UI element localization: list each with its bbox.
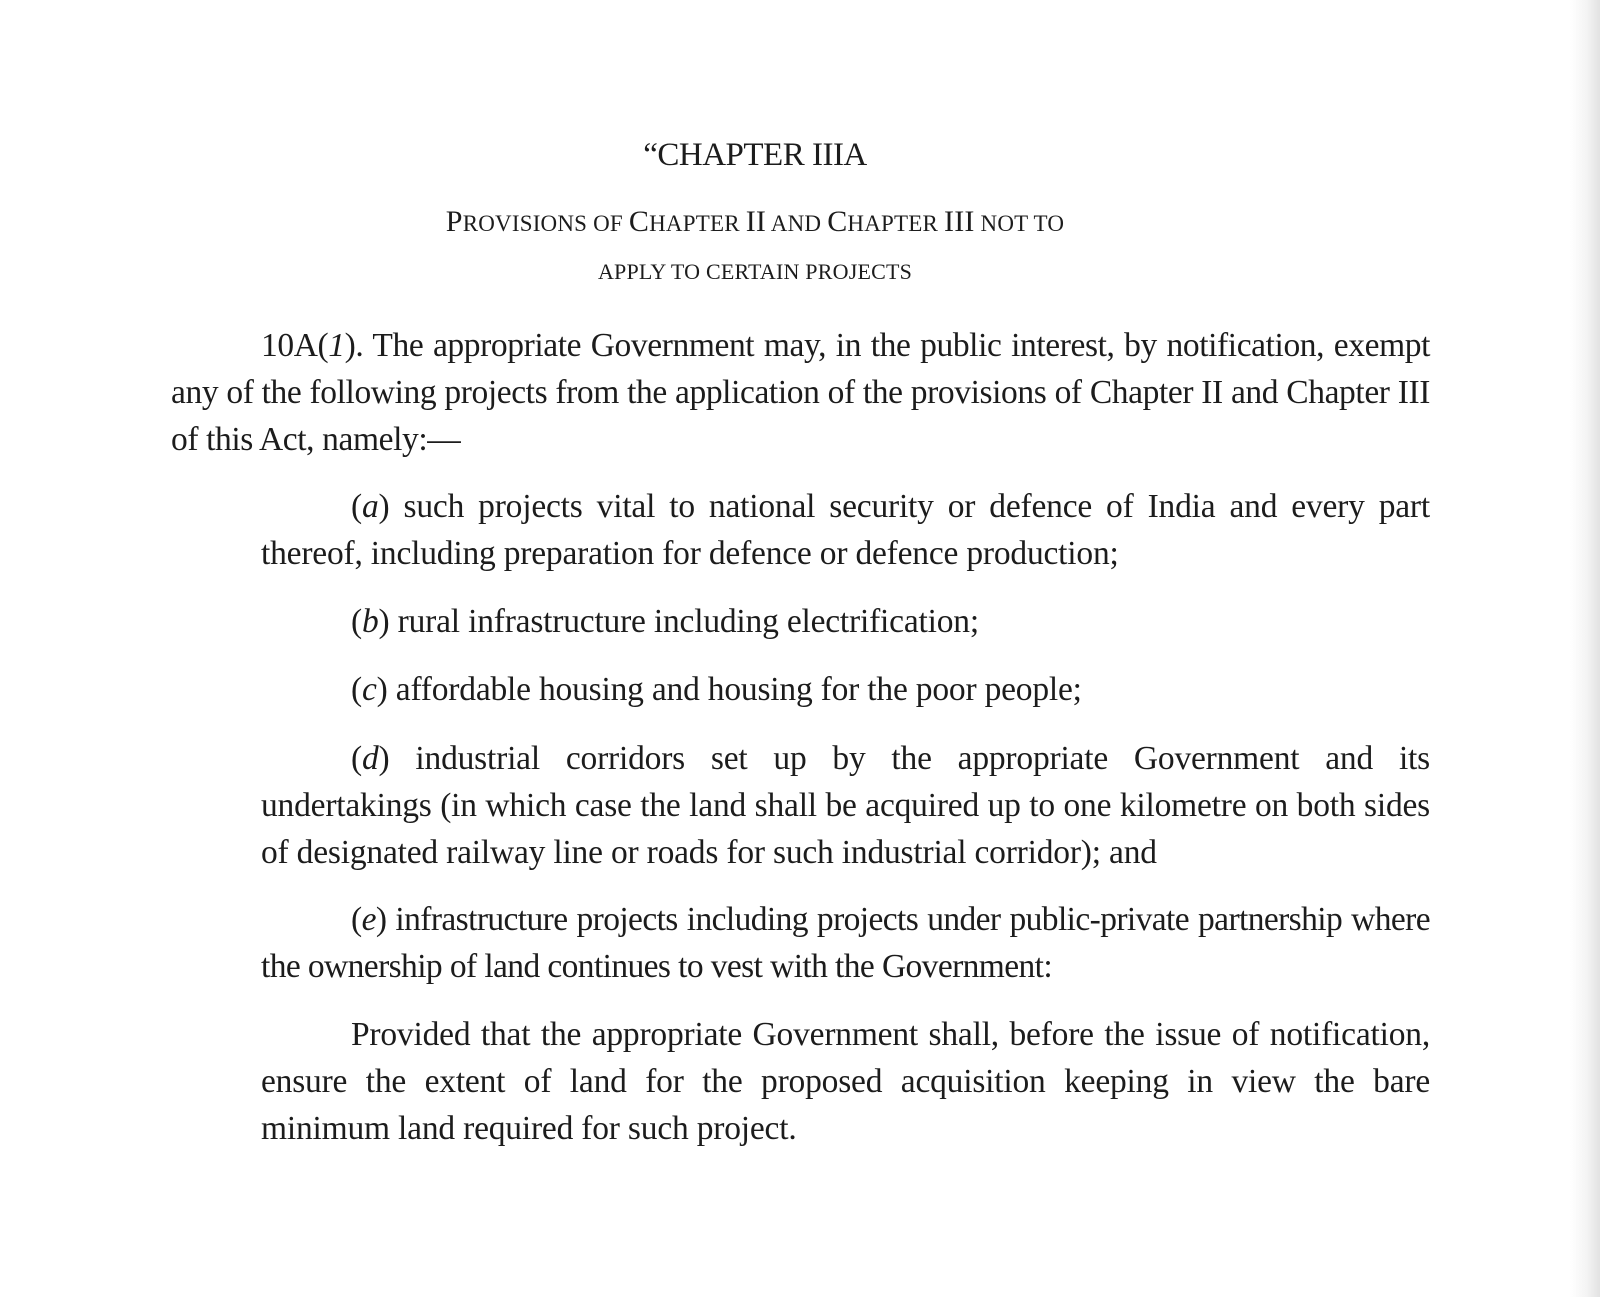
page-edge-shadow: [1570, 0, 1600, 1297]
clause-close-paren: ): [376, 671, 388, 708]
clause-text: rural infrastructure including electrification;: [389, 603, 979, 640]
subsection-number: 1: [328, 327, 345, 364]
clause-text: affordable housing and housing for the poor people;: [387, 671, 1082, 708]
clause-e: [261, 896, 1430, 990]
clause-a: [261, 483, 1430, 577]
subtitle-word-3-initial: C: [628, 205, 650, 238]
subsection-close: ).: [344, 327, 364, 364]
clause-open-paren: (: [351, 603, 362, 640]
clause-close-paren: ): [378, 488, 390, 525]
subtitle-word-1-initial: P: [445, 205, 463, 238]
clause-open-paren: (: [351, 671, 362, 708]
section-number: 10A: [261, 327, 318, 364]
clause-c: [261, 666, 1430, 713]
clause-text: infrastructure projects including projects under public-private partnership where the ownership of land continues to vest with the Government:: [261, 901, 1430, 985]
chapter-title: “CHAPTER IIIA: [643, 137, 867, 173]
chapter-subtitle-line-2: APPLY TO CERTAIN PROJECTS: [597, 259, 913, 284]
clause-text: such projects vital to national security or defence of India and every part thereof, including preparation for defence or defence production;: [261, 488, 1430, 572]
clause-d: [261, 735, 1430, 876]
section-text: The appropriate Government may, in the public interest, by notification, exempt any of the following projects from the application of the provisions of Chapter II and Chapter III of this Act, namely:—: [171, 327, 1430, 458]
clause-letter: b: [361, 603, 379, 640]
clause-b: [261, 598, 1430, 645]
subtitle-word-5: AND: [770, 211, 822, 236]
clause-close-paren: ): [378, 603, 390, 640]
subtitle-word-3-rest: HAPTER: [649, 211, 740, 236]
clause-close-paren: ): [375, 901, 387, 938]
subtitle-word-8: NOT TO: [980, 211, 1065, 236]
proviso-paragraph: Provided that the appropriate Government shall, before the issue of notification, ensure the extent of land for the proposed acquisition keeping in view the bare minimum land required for such project.: [261, 1016, 1430, 1147]
clause-close-paren: ): [378, 740, 390, 777]
clause-letter: d: [361, 740, 379, 777]
subtitle-word-6-rest: HAPTER: [847, 211, 939, 236]
clause-open-paren: (: [351, 740, 362, 777]
clause-open-paren: (: [351, 488, 362, 525]
subtitle-word-1-rest: ROVISIONS: [462, 211, 588, 236]
subtitle-word-6-initial: C: [827, 205, 848, 238]
clause-text: industrial corridors set up by the appropriate Government and its undertakings (in which case the land shall be acquired up to one kilometre on both sides of designated railway line or roads for such industrial corridor); and: [261, 740, 1430, 871]
chapter-subtitle-line-1: [0, 204, 1510, 242]
clause-open-paren: (: [351, 901, 362, 938]
subsection-open: (: [317, 327, 329, 364]
subtitle-word-7: III: [944, 205, 975, 238]
subtitle-word-2: OF: [593, 211, 623, 236]
subtitle-word-4: II: [745, 205, 767, 238]
clause-letter: c: [361, 671, 377, 708]
section-10a-paragraph: [171, 322, 1430, 463]
clause-letter: a: [361, 488, 379, 525]
clause-letter: e: [361, 901, 376, 938]
